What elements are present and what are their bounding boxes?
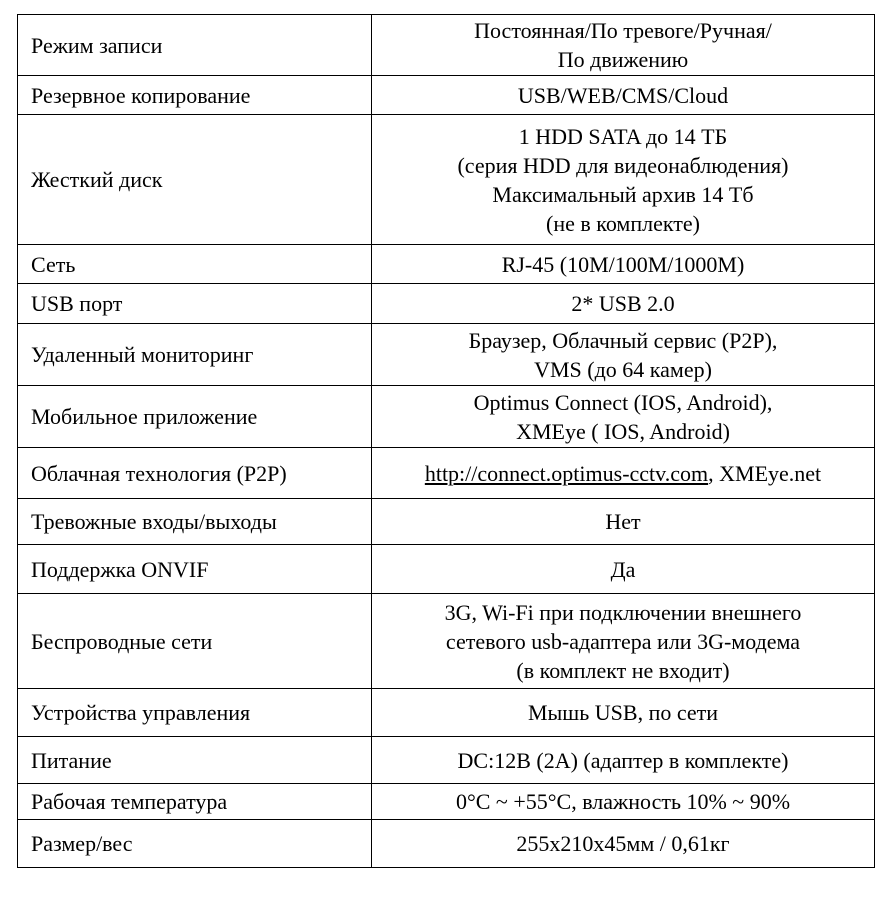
row-value [372,448,875,499]
row-label: Устройства управления [18,689,372,737]
row-label: Рабочая температура [18,784,372,820]
row-label: Мобильное приложение [18,386,372,448]
value-line: (серия HDD для видеонаблюдения) [457,152,789,178]
value-line: Optimus Connect (IOS, Android), [473,389,773,415]
table-row [18,545,875,594]
row-value [372,245,875,284]
row-value [372,386,875,448]
value-line: DC:12В (2А) (адаптер в комплекте) [457,747,789,773]
table-row [18,15,875,76]
row-label: Облачная технология (P2P) [18,448,372,499]
row-label: Сеть [18,245,372,284]
cloud-service-link[interactable]: http://connect.optimus-cctv.com [424,460,709,486]
row-label: USB порт [18,284,372,324]
value-line: VMS (до 64 камер) [534,356,712,382]
row-value [372,76,875,115]
row-value [372,820,875,868]
value-line: (не в комплекте) [546,210,700,236]
row-label: Режим записи [18,15,372,76]
value-line: 255х210х45мм / 0,61кг [516,831,730,856]
table-row [18,324,875,386]
row-value [372,737,875,784]
table-row [18,594,875,689]
value-line: Браузер, Облачный сервис (P2P), [468,327,778,353]
table-row [18,689,875,737]
row-label: Питание [18,737,372,784]
row-value [372,284,875,324]
row-value [372,324,875,386]
value-line: 0°C ~ +55°C, влажность 10% ~ 90% [455,789,791,814]
row-label: Поддержка ONVIF [18,545,372,594]
value-line: (в комплект не входит) [516,657,730,683]
row-label: Удаленный мониторинг [18,324,372,386]
value-line: Да [610,556,636,582]
table-row [18,737,875,784]
table-row [18,76,875,115]
value-line: USB/WEB/CMS/Cloud [517,82,729,108]
value-line: Мышь USB, по сети [527,700,719,725]
row-value [372,15,875,76]
row-value [372,115,875,245]
row-value [372,499,875,545]
value-line: Максимальный архив 14 Тб [492,181,754,207]
specifications-table-body [18,15,875,868]
value-line: 2* USB 2.0 [571,291,675,316]
value-line [372,459,874,488]
value-line: Постоянная/По тревоге/Ручная/ [474,18,772,43]
table-row [18,784,875,820]
table-row [18,115,875,245]
row-value [372,594,875,689]
value-line: XMEye ( IOS, Android) [516,418,730,444]
table-row [18,448,875,499]
value-line: По движению [557,47,689,72]
row-value [372,689,875,737]
row-label: Резервное копирование [18,76,372,115]
row-label: Размер/вес [18,820,372,868]
row-label: Беспроводные сети [18,594,372,689]
row-label: Жесткий диск [18,115,372,245]
specifications-table [17,14,875,868]
value-line: 3G, Wi-Fi при подключении внешнего [444,599,802,625]
value-line: 1 HDD SATA до 14 ТБ [518,123,728,149]
table-row [18,245,875,284]
row-value [372,545,875,594]
value-line: Нет [605,509,641,534]
row-value [372,784,875,820]
value-line: RJ-45 (10M/100M/1000M) [501,251,745,277]
table-row [18,386,875,448]
table-row [18,499,875,545]
value-text: , XMEye.net [708,460,822,486]
row-label: Тревожные входы/выходы [18,499,372,545]
value-line: сетевого usb-адаптера или 3G-модема [445,628,801,654]
table-row [18,820,875,868]
table-row [18,284,875,324]
